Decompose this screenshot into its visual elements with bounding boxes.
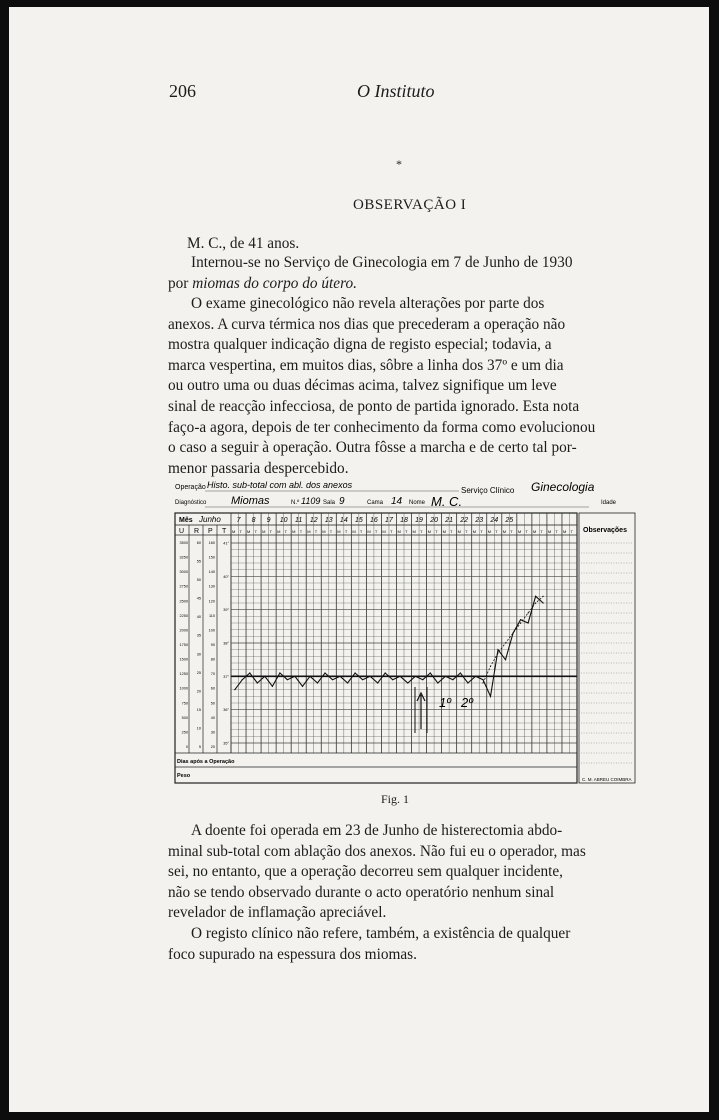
numero-label: N.º xyxy=(291,500,300,506)
mt-label: T xyxy=(284,529,288,534)
day-label: 24 xyxy=(490,517,499,524)
servico-label: Serviço Clínico xyxy=(461,486,515,495)
paragraph-2 xyxy=(168,294,638,479)
temperature-point xyxy=(437,682,438,683)
mt-label: T xyxy=(555,529,558,534)
scale-p-tick: 150 xyxy=(208,555,215,560)
section-title: OBSERVAÇÃO I xyxy=(353,197,467,213)
scale-r-tick: 55 xyxy=(196,559,201,564)
cama-label: Cama xyxy=(367,500,384,506)
scale-r-tick: 40 xyxy=(196,615,201,620)
mes-value: Junho xyxy=(199,515,221,524)
pulse-point xyxy=(535,602,536,603)
pulse-point xyxy=(482,682,483,683)
temperature-point xyxy=(535,596,536,597)
scale-r-tick: 50 xyxy=(196,578,201,583)
patient-text: M. C., de 41 anos. xyxy=(187,235,300,252)
day-label: 25 xyxy=(505,517,514,524)
scale-u-tick: 250 xyxy=(181,730,188,735)
scale-t-tick: 36° xyxy=(223,708,229,713)
day-label: 23 xyxy=(475,517,484,524)
temperature-point xyxy=(505,659,506,660)
para2-text: O exame ginecológico não revela alterações por parte dos xyxy=(191,295,545,312)
mt-label: T xyxy=(510,529,513,534)
temperature-point xyxy=(490,696,491,697)
col-p-label: P xyxy=(208,528,213,535)
temperature-point xyxy=(362,679,363,680)
mt-label: M xyxy=(232,529,236,534)
temperature-point xyxy=(279,672,280,673)
pulse-point xyxy=(520,622,521,623)
observations-box xyxy=(579,513,635,783)
para2-line: faço-a agora, depois de ter conhecimento da forma como evolucionou xyxy=(168,418,596,436)
temperature-point xyxy=(407,682,408,683)
scale-r-tick: 60 xyxy=(196,541,201,545)
pulse-point xyxy=(543,596,544,597)
printer-credit: C. M. ABREU COIMBRA xyxy=(582,777,632,782)
day-label: 11 xyxy=(295,517,303,524)
para2-line: marca vespertina, em muitos dias, sôbre a linha dos 37º e um dia xyxy=(168,356,564,374)
para1-italic: miomas do corpo do útero. xyxy=(192,274,357,292)
pulse-point xyxy=(490,666,491,667)
scale-u-tick: 3000 xyxy=(179,570,188,575)
temperature-point xyxy=(287,679,288,680)
scale-u-tick: 500 xyxy=(181,715,188,720)
observations-lines xyxy=(581,543,633,763)
temperature-point xyxy=(475,676,476,677)
temperature-point xyxy=(272,686,273,687)
scale-r-tick: 10 xyxy=(196,726,201,731)
mt-label: M xyxy=(337,529,341,534)
mt-label: T xyxy=(299,529,303,534)
scale-r-tick: 30 xyxy=(196,652,201,657)
mt-label: M xyxy=(517,529,522,534)
nome-value: M. C. xyxy=(431,494,463,509)
mt-label: T xyxy=(570,529,573,534)
temperature-point xyxy=(332,679,333,680)
temperature-point xyxy=(422,679,423,680)
mt-label: M xyxy=(547,529,552,534)
mt-label: T xyxy=(525,529,528,534)
scale-p-tick: 30 xyxy=(210,730,215,735)
day-label: 13 xyxy=(324,517,333,524)
sala-value: 9 xyxy=(339,496,345,507)
paragraph-1 xyxy=(168,253,638,294)
scale-p-tick: 70 xyxy=(210,672,215,677)
temperature-point xyxy=(249,672,250,673)
temperature-point xyxy=(543,602,544,603)
day-label: 12 xyxy=(309,517,318,524)
day-label: 20 xyxy=(430,517,438,524)
scale-u-tick: 2750 xyxy=(179,584,188,589)
mt-label: T xyxy=(329,529,333,534)
para3-text: A doente foi operada em 23 de Junho de histerectomia abdo- xyxy=(191,822,563,839)
scale-t-tick: 40° xyxy=(223,574,229,579)
scale-t-tick: 41° xyxy=(223,541,229,546)
para3-line: revelador de inflamação apreciável. xyxy=(168,904,387,922)
mt-label: M xyxy=(262,529,266,534)
scale-u-tick: 1500 xyxy=(179,657,188,662)
day-label: 19 xyxy=(415,517,423,524)
running-title: O Instituto xyxy=(357,81,435,101)
temperature-point xyxy=(497,649,498,650)
temperature-point xyxy=(482,679,483,680)
mt-label: T xyxy=(435,529,438,534)
para2-line: sinal de reacção infecciosa, de ponto de partida ignorado. Esta nota xyxy=(168,397,580,415)
para1-prefix: por xyxy=(168,274,193,292)
temperature-chart xyxy=(169,477,639,787)
mes-label: Mês xyxy=(179,517,193,524)
mt-label: M xyxy=(487,529,492,534)
para4-line xyxy=(168,924,638,945)
scale-t-tick: 39° xyxy=(223,608,229,613)
temperature-point xyxy=(467,682,468,683)
scale-p-tick: 130 xyxy=(208,584,215,589)
day-label: 14 xyxy=(339,517,348,524)
scale-p-tick: 40 xyxy=(210,715,215,720)
scale-r-tick: 25 xyxy=(196,670,201,675)
temperature-point xyxy=(528,622,529,623)
temperature-point xyxy=(445,676,446,677)
day-label: 9 xyxy=(266,517,271,524)
col-t-label: T xyxy=(222,528,227,535)
scale-t-tick: 35° xyxy=(223,741,229,746)
operacao-label: Operação xyxy=(175,484,206,491)
mt-label: M xyxy=(367,529,371,534)
temperature-point xyxy=(385,672,386,673)
col-u-label: U xyxy=(179,528,185,535)
operacao-value: Histo. sub-total com abl. dos anexos xyxy=(207,480,353,490)
marker-1: 1º xyxy=(439,695,451,710)
temperature-point xyxy=(347,682,348,683)
temperature-point xyxy=(415,676,416,677)
temperature-point xyxy=(392,679,393,680)
mt-label: T xyxy=(495,529,498,534)
mt-label: M xyxy=(427,529,431,534)
scale-p-tick: 110 xyxy=(208,613,215,618)
mt-label: T xyxy=(480,529,483,534)
mt-label: T xyxy=(450,529,453,534)
mt-label: T xyxy=(359,529,363,534)
para1-line xyxy=(168,274,638,295)
temperature-point xyxy=(370,676,371,677)
mt-label: M xyxy=(472,529,477,534)
scale-p-tick: 80 xyxy=(210,657,215,662)
temperature-point xyxy=(339,676,340,677)
day-label: 18 xyxy=(400,517,408,524)
para2-line xyxy=(168,294,638,315)
mt-label: T xyxy=(239,529,242,534)
temperature-point xyxy=(302,686,303,687)
mt-label: M xyxy=(292,529,296,534)
mt-label: T xyxy=(344,529,348,534)
mt-label: T xyxy=(420,529,423,534)
page-number: 206 xyxy=(169,81,196,101)
mt-label: M xyxy=(352,529,356,534)
scale-p-tick: 160 xyxy=(208,541,215,545)
cama-value: 14 xyxy=(391,496,403,507)
mt-label: T xyxy=(269,529,273,534)
mt-label: M xyxy=(322,529,326,534)
mt-label: M xyxy=(562,529,567,534)
mt-label: T xyxy=(405,529,408,534)
marker-2: 2º xyxy=(461,695,473,710)
pulse-point xyxy=(512,632,513,633)
temperature-point xyxy=(355,672,356,673)
scale-r-tick: 20 xyxy=(196,689,201,694)
para3-line xyxy=(168,821,638,842)
mt-label: T xyxy=(389,529,393,534)
scale-u-tick: 0 xyxy=(185,745,188,749)
scale-t-tick: 38° xyxy=(223,641,229,646)
scale-p-tick: 90 xyxy=(210,643,215,647)
figure-caption: Fig. 1 xyxy=(381,792,410,806)
scale-p-tick: 100 xyxy=(208,628,215,633)
sala-label: Sala xyxy=(323,500,336,506)
mt-label: T xyxy=(374,529,378,534)
day-label: 10 xyxy=(279,517,288,524)
peso-label: Peso xyxy=(177,773,191,779)
scale-t-tick: 37° xyxy=(223,674,229,679)
para1-text: Internou-se no Serviço de Ginecologia em 7 de Junho de 1930 xyxy=(191,254,573,271)
temperature-point xyxy=(460,672,461,673)
patient-line xyxy=(187,235,637,253)
scale-u-tick: 1000 xyxy=(179,686,188,691)
scale-u-tick: 3500 xyxy=(179,541,188,545)
temperature-point xyxy=(294,676,295,677)
scale-p-tick: 50 xyxy=(210,701,215,706)
para2-line: menor passaria despercebido. xyxy=(168,459,349,477)
mt-label: M xyxy=(247,529,251,534)
scale-p-tick: 120 xyxy=(208,599,215,604)
scale-u-tick: 1250 xyxy=(179,672,188,677)
temperature-point xyxy=(520,619,521,620)
para2-line: ou outro uma ou duas décimas acima, talvez signifique um leve xyxy=(168,377,557,395)
temperature-point xyxy=(430,672,431,673)
servico-value: Ginecologia xyxy=(531,480,595,494)
scale-u-tick: 750 xyxy=(181,701,188,706)
para3-line: não se tendo observado durante o acto operatório nenhum sinal xyxy=(168,883,555,901)
scale-u-tick: 2250 xyxy=(179,613,188,618)
mt-label: M xyxy=(307,529,311,534)
para2-line: o caso a seguir à operação. Outra fôsse a marcha e de certo tal por- xyxy=(168,439,577,457)
mt-label: T xyxy=(465,529,468,534)
temperature-point xyxy=(242,679,243,680)
mt-label: M xyxy=(397,529,401,534)
mt-label: M xyxy=(442,529,446,534)
scale-r-tick: 35 xyxy=(196,633,201,638)
day-label: 22 xyxy=(460,517,469,524)
pulse-point xyxy=(505,642,506,643)
para1-line xyxy=(168,253,638,274)
scale-p-tick: 60 xyxy=(210,686,215,691)
paragraph-3 xyxy=(168,821,638,924)
scale-r-tick: 45 xyxy=(196,596,201,601)
diagnostico-value: Miomas xyxy=(231,495,270,507)
para2-line: mostra qualquer indicação digna de registo especial; todavia, a xyxy=(168,336,552,354)
day-label: 17 xyxy=(385,517,393,524)
para3-line: sei, no entanto, que a operação decorreu sem qualquer incidente, xyxy=(168,863,564,881)
mt-label: T xyxy=(254,529,258,534)
scale-p-tick: 140 xyxy=(208,570,215,575)
observacoes-label: Observações xyxy=(583,527,627,534)
chart-grid xyxy=(175,513,577,753)
mt-label: T xyxy=(314,529,318,534)
temperature-point xyxy=(400,676,401,677)
idade-label: Idade xyxy=(601,500,617,506)
mt-label: M xyxy=(457,529,461,534)
nome-label: Nome xyxy=(409,500,426,506)
mt-label: T xyxy=(540,529,543,534)
para4-text: O registo clínico não refere, também, a existência de qualquer xyxy=(191,925,571,942)
temperature-point xyxy=(317,682,318,683)
mt-label: M xyxy=(382,529,386,534)
temperature-point xyxy=(257,682,258,683)
mt-label: M xyxy=(277,529,281,534)
pulse-point xyxy=(528,612,529,613)
para2-line: anexos. A curva térmica nos dias que precederam a operação não xyxy=(168,315,566,333)
day-label: 7 xyxy=(236,517,241,524)
day-label: 15 xyxy=(354,517,363,524)
scale-u-tick: 1750 xyxy=(179,643,188,647)
day-label: 8 xyxy=(251,517,256,524)
mt-label: M xyxy=(532,529,537,534)
temperature-point xyxy=(264,676,265,677)
mt-label: M xyxy=(502,529,507,534)
col-r-label: R xyxy=(194,528,200,535)
mt-label: M xyxy=(412,529,416,534)
temperature-point xyxy=(309,676,310,677)
numero-value: 1109 xyxy=(301,496,321,506)
day-label: 21 xyxy=(445,517,454,524)
para4-line: foco supurado na espessura dos miomas. xyxy=(168,945,417,963)
dias-label: Dias após a Operação xyxy=(177,759,235,765)
temperature-point xyxy=(452,679,453,680)
temperature-point xyxy=(377,682,378,683)
scale-r-tick: 5 xyxy=(198,745,201,749)
temperature-point xyxy=(324,672,325,673)
diagnostico-label: Diagnóstico xyxy=(175,500,207,506)
para3-line: minal sub-total com ablação dos anexos. Não fui eu o operador, mas xyxy=(168,842,586,860)
temperature-point xyxy=(234,689,235,690)
pulse-line xyxy=(483,596,543,683)
paragraph-4 xyxy=(168,924,638,965)
scale-r-tick: 15 xyxy=(196,707,201,712)
scale-u-tick: 2000 xyxy=(179,628,188,633)
section-separator: * xyxy=(396,157,402,171)
scale-u-tick: 2500 xyxy=(179,599,188,604)
chart-scales xyxy=(180,541,230,749)
scale-u-tick: 3250 xyxy=(179,555,188,560)
day-label: 16 xyxy=(370,517,378,524)
document-page xyxy=(9,7,709,1112)
scale-p-tick: 20 xyxy=(210,745,215,749)
pulse-point xyxy=(497,652,498,653)
